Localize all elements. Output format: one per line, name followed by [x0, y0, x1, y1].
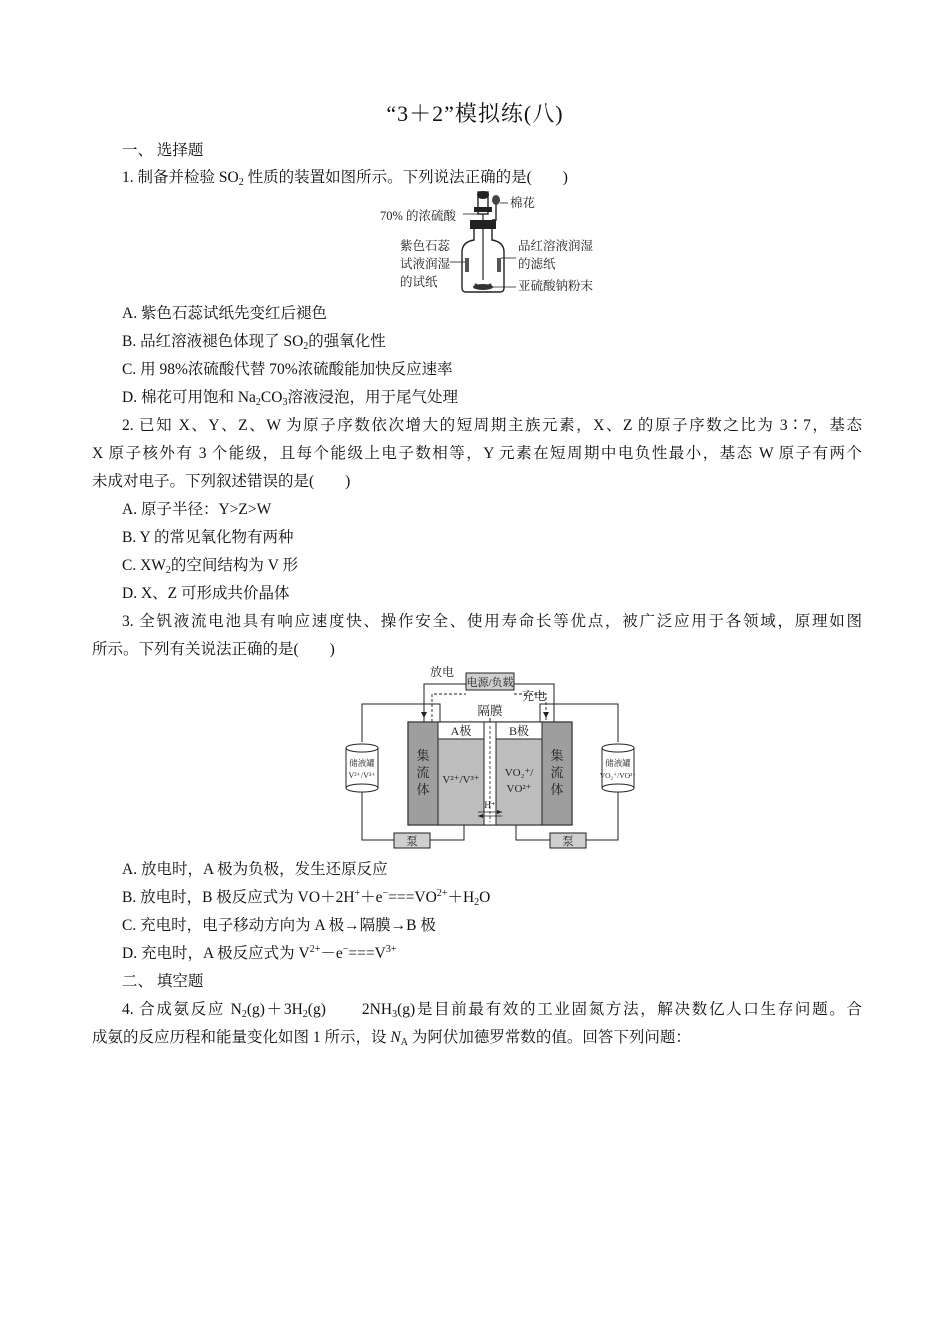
label-litmus-2: 试液润湿 — [400, 257, 451, 271]
q2-stem-line3: 未成对电子。下列叙述错误的是( ) — [92, 473, 351, 490]
collector-right-3: 体 — [550, 782, 564, 797]
q1-option-b: B. 品红溶液褪色体现了 $SO_2$的强氧化性 — [122, 333, 386, 352]
q1-option-c: C. 用 98%浓硫酸代替 70%浓硫酸能加快反应速率 — [122, 361, 453, 378]
q3-stem-line1: 3. 全钒液流电池具有响应速度快、操作安全、使用寿命长等优点，被广泛应用于各领域，原理如图 — [122, 613, 862, 630]
label-cotton: 棉花 — [510, 196, 536, 210]
tank-left-contents: V²⁺/V³⁺ — [348, 771, 376, 780]
q3-option-a: A. 放电时，A 极为负极，发生还原反应 — [122, 861, 388, 878]
label-magenta-2: 的滤纸 — [518, 257, 556, 271]
pump-right-label: 泵 — [562, 836, 574, 848]
q4-stem-line2: 成氨的反应历程和能量变化如图 1 所示，设 $N_A$ 为阿伏加德罗常数的值。回答下列问题： — [92, 1029, 691, 1048]
q2-stem-line1: 2. 已知 X、Y、Z、W 为原子序数依次增大的短周期主族元素，X、Z 的原子序数之比为 3∶7，基态 — [122, 417, 862, 434]
electrode-a-label: A极 — [450, 724, 472, 738]
label-litmus-1: 紫色石蕊 — [400, 239, 451, 253]
q1-stem: 1. 制备并检验 $SO_2$ 性质的装置如图所示。下列说法正确的是( ) — [122, 169, 568, 188]
right-couple-label-1: VO₂⁺/ — [504, 767, 534, 779]
label-acid: 70% 的浓硫酸 — [380, 209, 457, 223]
left-couple-label: V²⁺/V³⁺ — [442, 774, 480, 786]
collector-left-3: 体 — [416, 782, 430, 797]
right-couple-label-2: VO²⁺ — [506, 783, 532, 795]
power-load-label: 电源/负载 — [466, 677, 514, 689]
q1-option-a: A. 紫色石蕊试纸先变红后褪色 — [122, 305, 327, 322]
section-fill-heading: 二、 填空题 — [122, 973, 204, 990]
q2-option-b: B. Y 的常见氧化物有两种 — [122, 529, 294, 546]
tank-right-label: 储液罐 — [605, 758, 631, 768]
q1-option-d: D. 棉花可用饱和 $Na_2CO_3$溶液浸泡，用于尾气处理 — [122, 389, 458, 408]
collector-left-2: 流 — [416, 765, 430, 780]
tank-right-contents: VO₂⁺/VO²⁺ — [599, 771, 637, 780]
electrode-b-label: B极 — [508, 724, 530, 738]
proton-label: H⁺ — [484, 800, 496, 810]
q2-option-c: C. $XW_2$的空间结构为 V 形 — [122, 557, 299, 576]
pump-left-label: 泵 — [406, 836, 418, 848]
section-choice-heading: 一、 选择题 — [122, 142, 204, 159]
charge-label: 充电 — [522, 689, 547, 703]
collector-right-1: 集 — [550, 748, 564, 763]
q3-option-b: B. 放电时，B 极反应式为 $VO+2H^++e^-===VO^{2+}+H_2O$ — [122, 888, 491, 908]
label-magenta-1: 品红溶液润湿 — [518, 239, 594, 253]
tank-left-label: 储液罐 — [349, 758, 375, 768]
q3-option-c: C. 充电时，电子移动方向为 A 极→隔膜→B 极 — [122, 917, 436, 934]
q2-option-a: A. 原子半径：Y>Z>W — [122, 501, 272, 518]
discharge-label: 放电 — [430, 665, 455, 679]
label-litmus-3: 的试纸 — [400, 275, 438, 289]
q3-flow-battery-figure — [340, 662, 650, 854]
label-powder: 亚硫酸钠粉末 — [518, 279, 594, 293]
q3-stem-line2: 所示。下列有关说法正确的是( ) — [92, 641, 335, 658]
q1-apparatus-figure — [370, 190, 620, 298]
collector-right-2: 流 — [550, 765, 564, 780]
q2-stem-line2: X 原子核外有 3 个能级，且每个能级上电子数相等，Y 元素在短周期中电负性最小，基态 W 原子有两个 — [92, 445, 862, 462]
page-title: “3＋2”模拟练(八) — [386, 101, 564, 126]
q2-option-d: D. X、Z 可形成共价晶体 — [122, 585, 290, 602]
membrane-label: 隔膜 — [477, 704, 503, 718]
q4-stem-line1: 4. 合成氨反应 $N_2(g)+3H_2(g)$ $2NH_3(g)$是目前最有效的工业固氮方法，解决数亿人口生存问题。合 — [122, 1001, 862, 1020]
collector-left-1: 集 — [416, 748, 430, 763]
q3-option-d: D. 充电时，A 极反应式为 $V^{2+}-e^-===V^{3+}$ — [122, 944, 397, 962]
